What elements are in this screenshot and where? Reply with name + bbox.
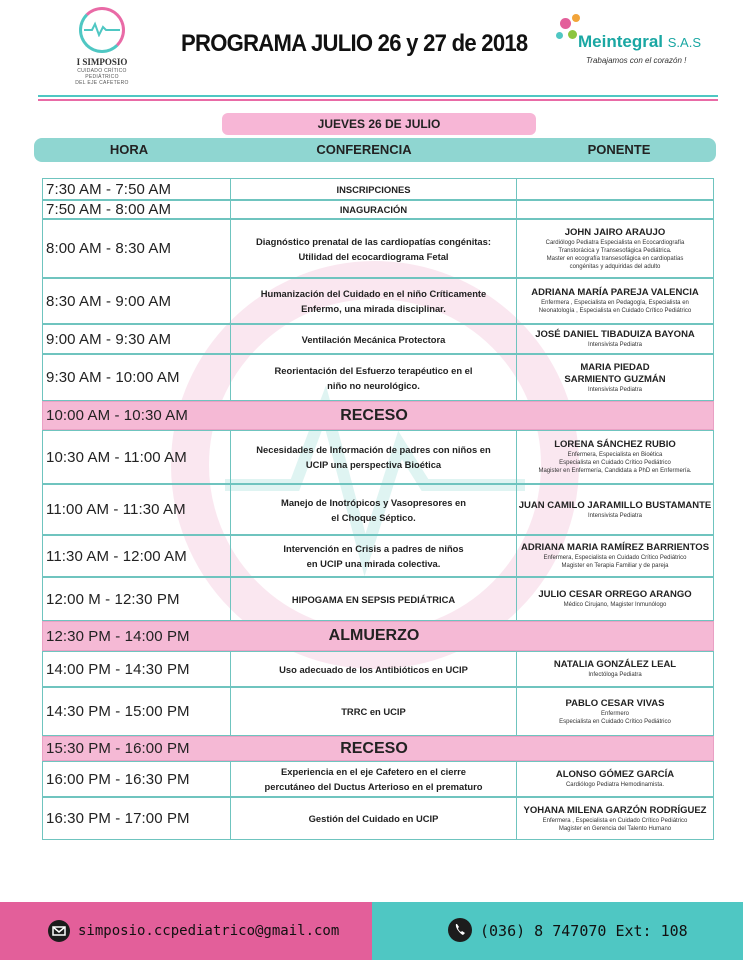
conference-cell: Reorientación del Esfuerzo terapéutico en el niño no neurológico. bbox=[231, 355, 517, 400]
table-row bbox=[42, 535, 714, 577]
symposium-logo bbox=[70, 5, 140, 93]
conference-cell: Necesidades de Información de padres con niños en UCIP una perspectiva Bioética bbox=[231, 431, 517, 483]
time-cell: 9:30 AM - 10:00 AM bbox=[43, 355, 231, 400]
time-cell: 12:30 PM - 14:00 PM bbox=[46, 627, 190, 645]
time-cell: 11:00 AM - 11:30 AM bbox=[43, 485, 231, 534]
break-row bbox=[42, 401, 714, 430]
brand-suffix: S.A.S bbox=[667, 35, 702, 50]
table-row bbox=[42, 651, 714, 687]
speaker-cell bbox=[517, 762, 713, 796]
speaker-name: ALONSO GÓMEZ GARCÍA bbox=[555, 769, 675, 780]
page-title: PROGRAMA JULIO 26 y 27 de 2018 bbox=[181, 30, 528, 57]
break-row bbox=[42, 736, 714, 761]
divider bbox=[38, 95, 718, 97]
speaker-name: MARIA PIEDAD SARMIENTO GUZMÁN bbox=[564, 361, 666, 385]
speaker-name: ADRIANA MARÍA PAREJA VALENCIA bbox=[531, 287, 699, 298]
heartbeat-icon bbox=[84, 21, 120, 37]
day-banner: JUEVES 26 DE JULIO bbox=[222, 113, 536, 135]
time-cell: 7:50 AM - 8:00 AM bbox=[43, 201, 231, 218]
footer bbox=[0, 902, 743, 960]
speaker-cell bbox=[517, 652, 713, 686]
conference-cell: Uso adecuado de los Antibióticos en UCIP bbox=[231, 652, 517, 686]
conference-cell: INAGURACIÓN bbox=[231, 201, 517, 218]
speaker-cell bbox=[517, 325, 713, 353]
time-cell: 8:30 AM - 9:00 AM bbox=[43, 279, 231, 323]
table-row bbox=[42, 219, 714, 278]
conference-cell: TRRC en UCIP bbox=[231, 688, 517, 735]
brand-slogan: Trabajamos con el corazón ! bbox=[586, 56, 687, 65]
conference-cell: INSCRIPCIONES bbox=[231, 179, 517, 199]
speaker-description: Enfermero Especialista en Cuidado Crítico Pediátrico bbox=[559, 710, 671, 725]
table-row bbox=[42, 430, 714, 484]
time-cell: 16:00 PM - 16:30 PM bbox=[43, 762, 231, 796]
speaker-description: Enfermera , Especialista en Cuidado Crítico Pediátrico Magister en Gerencia del Talento Humano bbox=[542, 817, 688, 832]
time-cell: 14:00 PM - 14:30 PM bbox=[43, 652, 231, 686]
table-row bbox=[42, 278, 714, 324]
column-header-conferencia: CONFERENCIA bbox=[316, 142, 412, 157]
speaker-cell bbox=[517, 431, 713, 483]
break-label: RECESO bbox=[340, 739, 408, 757]
table-row bbox=[42, 484, 714, 535]
footer-phone[interactable]: (036) 8 747070 Ext: 108 bbox=[480, 922, 688, 940]
table-row bbox=[42, 200, 714, 219]
break-row bbox=[42, 621, 714, 651]
speaker-cell bbox=[517, 279, 713, 323]
speaker-description: Médico Cirujano, Magister Inmunólogo bbox=[563, 602, 667, 608]
speaker-name: ADRIANA MARIA RAMÍREZ BARRIENTOS bbox=[520, 542, 710, 553]
table-row bbox=[42, 178, 714, 200]
break-label: ALMUERZO bbox=[328, 627, 420, 644]
table-row bbox=[42, 577, 714, 621]
time-cell: 7:30 AM - 7:50 AM bbox=[43, 179, 231, 199]
logo-title: I SIMPOSIO bbox=[76, 57, 128, 67]
speaker-description: Cardiólogo Pediatra Especialista en Ecocardiografía Transtorácica y Transesofágica Pediátrica. Master en ecografía transesofágica en cardiopatías congénitas y adquiridas del adulto bbox=[545, 239, 685, 270]
speaker-name: JOSÉ DANIEL TIBADUIZA BAYONA bbox=[535, 329, 695, 340]
speaker-name: PABLO CESAR VIVAS bbox=[565, 697, 665, 709]
email-icon bbox=[48, 920, 70, 942]
conference-cell: Diagnóstico prenatal de las cardiopatías congénitas: Utilidad del ecocardiograma Fetal bbox=[231, 220, 517, 277]
meintegral-logo bbox=[556, 12, 736, 72]
logo-subtitle: CUIDADO CRÍTICO PEDIÁTRICO DEL EJE CAFETERO bbox=[75, 68, 129, 86]
column-header-ponente: PONENTE bbox=[587, 142, 651, 157]
table-row bbox=[42, 324, 714, 354]
time-cell: 15:30 PM - 16:00 PM bbox=[46, 740, 190, 757]
speaker-description: Intensivista Pediatra bbox=[587, 512, 643, 519]
speaker-name: JUAN CAMILO JARAMILLO BUSTAMANTE bbox=[518, 499, 712, 511]
speaker-name: JULIO CESAR ORREGO ARANGO bbox=[538, 589, 692, 600]
speaker-description: Enfermera, Especialista en Bioética Especialista en Cuidado Crítico Pediátrico Magister en Enfermería, Candidata a PhD en Enfermería. bbox=[538, 452, 692, 474]
phone-icon bbox=[448, 918, 472, 942]
speaker-cell bbox=[517, 536, 713, 576]
conference-cell: HIPOGAMA EN SEPSIS PEDIÁTRICA bbox=[231, 578, 517, 620]
time-cell: 10:00 AM - 10:30 AM bbox=[46, 407, 188, 424]
conference-cell: Humanización del Cuidado en el niño Críticamente Enfermo, una mirada disciplinar. bbox=[231, 279, 517, 323]
speaker-name: NATALIA GONZÁLEZ LEAL bbox=[553, 659, 677, 670]
table-row bbox=[42, 354, 714, 401]
conference-cell: Experiencia en el eje Cafetero en el cierre percutáneo del Ductus Arterioso en el prematuro bbox=[231, 762, 517, 796]
speaker-cell bbox=[517, 485, 713, 534]
table-row bbox=[42, 761, 714, 797]
conference-cell: Gestión del Cuidado en UCIP bbox=[231, 798, 517, 839]
speaker-cell bbox=[517, 688, 713, 735]
table-row bbox=[42, 687, 714, 736]
conference-cell: Ventilación Mecánica Protectora bbox=[231, 325, 517, 353]
brand-name: Meintegral bbox=[578, 32, 664, 51]
speaker-cell bbox=[517, 355, 713, 400]
speaker-name: JOHN JAIRO ARAUJO bbox=[564, 226, 666, 238]
speaker-name: YOHANA MILENA GARZÓN RODRÍGUEZ bbox=[523, 804, 707, 816]
speaker-description: Enfermera , Especialista en Pedagogía, Especialista en Neonatología , Especialista en Cuidado Crítico Pediátrico bbox=[538, 300, 692, 314]
speaker-cell bbox=[517, 798, 713, 839]
time-cell: 14:30 PM - 15:00 PM bbox=[43, 688, 231, 735]
speaker-cell bbox=[517, 578, 713, 620]
speaker-cell bbox=[517, 201, 713, 218]
table-row bbox=[42, 797, 714, 840]
footer-email[interactable]: simposio.ccpediatrico@gmail.com bbox=[78, 923, 340, 939]
speaker-description: Enfermera, Especialista en Cuidado Crítico Pediátrico Magister en Terapia Familiar y de pareja bbox=[543, 555, 687, 569]
conference-cell: Manejo de Inotrópicos y Vasopresores en el Choque Séptico. bbox=[231, 485, 517, 534]
time-cell: 8:00 AM - 8:30 AM bbox=[43, 220, 231, 277]
speaker-description: Intensivista Pediatra bbox=[587, 386, 643, 393]
speaker-cell bbox=[517, 220, 713, 277]
speaker-description: Infectóloga Pediatra bbox=[588, 672, 642, 678]
speaker-description: Intensivista Pediatra bbox=[587, 342, 643, 348]
time-cell: 12:00 M - 12:30 PM bbox=[43, 578, 231, 620]
speaker-description: Cardiólogo Pediatra Hemodinamista. bbox=[565, 782, 665, 788]
divider bbox=[38, 99, 718, 101]
conference-cell: Intervención en Crisis a padres de niños en UCIP una mirada colectiva. bbox=[231, 536, 517, 576]
time-cell: 16:30 PM - 17:00 PM bbox=[43, 798, 231, 839]
time-cell: 9:00 AM - 9:30 AM bbox=[43, 325, 231, 353]
break-label: RECESO bbox=[340, 406, 408, 424]
time-cell: 11:30 AM - 12:00 AM bbox=[43, 536, 231, 576]
table-header bbox=[34, 138, 716, 162]
speaker-name: LORENA SÁNCHEZ RUBIO bbox=[554, 439, 676, 450]
column-header-hora: HORA bbox=[109, 142, 149, 157]
speaker-cell bbox=[517, 179, 713, 199]
time-cell: 10:30 AM - 11:00 AM bbox=[43, 431, 231, 483]
